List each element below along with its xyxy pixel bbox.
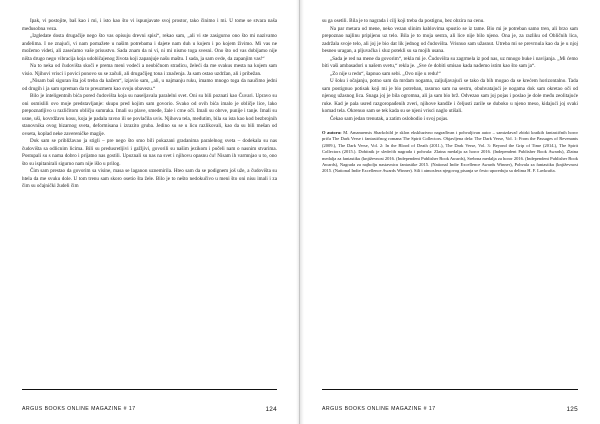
paragraph: Čekao sam jedan trenutak, a zatim oslobodio i svoj pojas. (330, 115, 449, 122)
paragraph: „Izgledate dosta drugačije nego što vas opisuju drevni spisi“, rekao sam, „ali vi ste zasigurno ono što mi nazivamo anđelima. I ne znajući, vi nam pomažete u našim potrebama i dajete nam duh u kojem i po kojem živimo. Mi vas ne možemo videti, ali zasećamo vaše prisustvo. Sada znam da ni vi, ni mi nismo toga svesni. Ono što od vas dobijamo nije ništa drugo nego vibracija koja udobičajenog života koji zapanjuje našu maštu. I sada, ja sam ovde, da zapanjim vas!“ (22, 33, 277, 62)
paragraph: Na to neka od čudovišta skoči e prema meni vodeći a neobičnom stradicu, želeći da me svakus mesta na kojem sam visio. Njihovi vrisci i povici ponovo su se začuli, ali drugačijeg tona i značenja. Ja sam ostao uzdržan, ali i pribežan. (22, 63, 277, 77)
author-note-text: M. Amanuensis Sharkchild je sklon ekskluzivno nagrađivan i pohvaljivan autor – samizdavač zbirki kratkih fantastičnih horor priča The Dark Verse i fantastičnog romana The Spirit Collectors. Objavljena dela: The Dark Verse, Vol. 1: From the Passages of Revenants (2009.), The Dark Verse, Vol. 2: In the Blood of Death (2011.), The Dark Verse, Vol. 3: Beyond the Grip of Time (2014.), The Spirit Collectors (2015.). Dobitnik je sledećih nagrada i pohvala: Zlatna medalja za horor 2016. (Independent Publisher Book Awards), Zlatna medalja za fantastiku (književnost 2016. (Independent Publisher Book Awards), Srebrna medalja za horor 2016. (Independent Publisher Book Awards), Nagrada za najbolju nastavnicu fantastike 2015. (National Indie Excellence Awards Winner), Pohvala za fantastiku (književnost 2015. (National Indie Excellence Awards Winner). Sili i atmosfera njegovog pisanja se često uporeduju sa delima H. F. Lavkrafta. (322, 130, 578, 174)
page-right-content (322, 18, 578, 383)
paragraph: Dok sam se približavao ja stigli – pre nego što smo bili pokazani gradanima paralelnog sveta – dodekala su nas čudovišta sa odlicnim licima. Bili su predusretljivi i gažljivi, govorili su našim jezikom i počeli nam o nasnim stvarima. Postupali su s nama dobro i prijatno nas gostili. Upoznali su nas na svet i njihovu opasnu ću! Nisam ih varmnjao u to, ono što su ispitanirali sigurno nam nije išlo u prilog. (22, 138, 277, 167)
page-right-footer (322, 389, 578, 424)
paragraph: Na par metara od mene, neko vezan slinim kablovima spustio se iz tame. Bio mi je potreban samo tren, ali brzo sam prepoznao najlinu pripijenu uz telo. Bila je to moja sestra, ali lice nije bilo njeno. Ona je, za razliku od Obličnih lica, zadržala svoje telo, ali joj je bio dat lik jednog od čudovišta. Vrisnuo sam užasnut. Utreba mi se prevrnula kao da je u njoj besneo uragan, a pljuvačka i sluz potekli su sa mojih usana. (322, 25, 578, 54)
magazine-footer-title: ARGUS BOOKS ONLINE MAGAZINE # 17 (322, 406, 436, 412)
page-number: 124 (265, 405, 277, 413)
author-note (322, 130, 578, 175)
paragraph: U šoku i očajanju, potno sam da mrdam nogama, zaljuljavajući se tako da bih mogao da se krećem horizontalno. Tada sam postignuo potisak koji mi je bio potreban, rasnruo sam na sestru, obuhvatajući je nogama dok sam okretao oči od njenog užasnog lica. Snaga joj je bila ogromna, ali ja sam bio brž. Odvezao sam joj pojas i poslao je dole među zeolitajuće ruke. Kad je pala usred razgoropađenih zveri, njihove kandže i čeljusti zarile se duboko u njeno meso, kidajući joj svaki komad tela. Okrenuo sam se tek kada su se njeni vrisci naglo utišali. (322, 78, 578, 114)
page-left-footer (22, 389, 277, 424)
paragraph: „Sada je red na mene da govorim“, rekla mi je. Čudovišta su zagrmela iz pod nas, uz mnogo buke i navijanja. „Mi ćemo biti vaši ambasadori u našem svetu,“ rekla je. „Sve će dobiti smisao kada nađemo istim kao što sam ja“. (322, 55, 578, 69)
paragraph: „Nisam baš siguran šta još treba da kažem“, izjavio sam, „ali, u najmanju ruku, imamo mnogo toga da naučimo jedni od drugih i ja sam spreman da to preuzmem kao svoju obavezu.“ (22, 78, 277, 92)
magazine-footer-title: ARGUS BOOKS ONLINE MAGAZINE # 17 (22, 406, 136, 412)
paragraph: Ipak, vi postojite, baš kao i mi, i isto kao što vi ispunjavate svoj prostor, tako činimo i mi. U tome se stvara naša međusobna veza. (22, 18, 277, 32)
page-left-content (22, 18, 277, 383)
paragraph: Čim sam prestao da govorim sa visine, masa se laganon uznemirila. Hteo sam da se podignem još uže, a čudovišta su htela da me svuku dole. U tom trenu sam skoro osetio šta žele. Bilo je to nešto nedokučivo u meni što oni nisu imali i za čim su očajnički žudeli čim (22, 168, 277, 189)
paragraph: Bilo je inteligentnih bića pored čudovišta koja su naseljavala paralelni svet. Oni su bili poznati kao Čuvari. Upravo su oni osmislili ovo moje predstavljanje: skupu pred kojim sam govorio. Svako od ovih bića imalo je obličje lice, lako prepoznatljivo u različitom obličju sumraka. Imali su plave, smeđe, žale i crne oči. Imali su obrve, punije i tanje. Imali su usne, uši, kovrdžavu kosu, koja je padala ravno ili se povlačila uvis. Njihova tela, međutim, bila su ista kao kod bezbrojnih stanovnika ovog bizarnog sveta, deformisana i izrazito gruba. Jedino su se u licu razlikovali, kao da su bili mešan od ovseta, koplad neke zavereničke magije. (22, 93, 277, 137)
page-number: 125 (566, 405, 578, 413)
paragraph: su ga osetili. Bila je to nagrada i cilj koji treba da postignu, bez obzira na cenu. (322, 18, 485, 24)
author-note-label: O autoru: (322, 130, 342, 135)
paragraph: „Zo nije u redu“, šapnuo sam sebi. „Ovo nije u redu!“ (330, 70, 441, 77)
page-right (300, 0, 600, 424)
